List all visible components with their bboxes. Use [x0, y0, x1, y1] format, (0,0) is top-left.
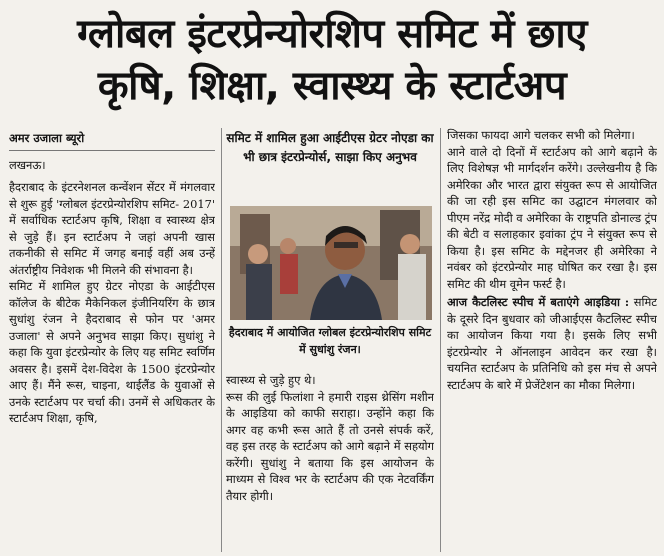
headline-line-1: ग्लोबल इंटरप्रेन्योरशिप समिट में छाए	[77, 11, 587, 57]
paragraph: समिट के दूसरे दिन बुधवार को जीआईएस कैटलिस्ट स्पीच का आयोजन किया गया है। इसके लिए सभी इंटरप्रेन्योर ने ऑनलाइन आवेदन कर रखा है। चयनित स्टार्टअप के प्रतिनिधि को इस मंच से अपने स्टार्टअप के बारे में प्रेजेंटेशन का मौका मिलेगा।	[447, 295, 657, 392]
byline: अमर उजाला ब्यूरो	[9, 131, 85, 145]
paragraph: समिट में शामिल हुए ग्रेटर नोएडा के आईटीएस कॉलेज के बीटेक मैकेनिकल इंजीनियरिंग के छात्र सुधांशु रंजन ने हैदराबाद से फोन पर 'अमर उजाला' से अपने अनुभव साझा किए। सुधांशु ने कहा कि युवा इंटरप्रेन्योर के लिए यह समिट स्वर्णिम अवसर है। इसमें देश-विदेश के 1500 इंटरप्रेन्योर आए हैं। मैंने रूस, चाइना, थाईलैंड के युवाओं से उनके स्टार्टअप पर चर्चा की। उनमें से अधिकतर के स्टार्टअप शिक्षा, कृषि,	[9, 279, 215, 425]
headline	[0, 8, 664, 112]
byline-rule	[9, 150, 215, 151]
column-divider	[440, 128, 441, 552]
photo-caption: हैदराबाद में आयोजित ग्लोबल इंटरप्रेन्योरशिप समिट में सुधांशु रंजन।	[228, 326, 432, 356]
paragraph: जिसका फायदा आगे चलकर सभी को मिलेगा।	[447, 128, 635, 142]
article-column-3	[447, 127, 657, 553]
paragraph: रूस की लुई फिलांशा ने हमारी राइस थ्रेसिंग मशीन के आइडिया को काफी सराहा। उन्होंने कहा कि अगर वह कभी रूस आते हैं तो उनसे संपर्क करें, वह इस तरह के स्टार्टअप को आगे बढ़ाने में सहयोग करेंगी। सुधांशु ने बताया कि इस आयोजन के माध्यम से विश्व भर के स्टार्टअप की एक नेटवर्किंग तैयार होगी।	[226, 389, 434, 503]
article-column-2	[226, 372, 434, 552]
paragraph: स्वास्थ्य से जुड़े हुए थे।	[226, 373, 316, 387]
headline-line-2: कृषि, शिक्षा, स्वास्थ्य के स्टार्टअप	[97, 63, 567, 109]
paragraph: आने वाले दो दिनों में स्टार्टअप को आगे बढ़ाने के लिए विशेषज्ञ भी मार्गदर्शन करेंगे। उल्लेखनीय है कि अमेरिका और भारत द्वारा संयुक्त रूप से आयोजित की जा रही इस समिट का उद्घाटन मंगलवार को पीएम नरेंद्र मोदी व अमेरिका के राष्ट्रपति डोनाल्ड ट्रंप की बेटी व सलाहकार इवांका ट्रंप ने संयुक्त रूप से किया है। इस समिट के मद्देनजर ही अमेरिका ने नवंबर को इंटरप्रेन्योर माह घोषित कर रखा है। इस समिट की थीम वूमेन फर्स्ट है।	[447, 144, 657, 291]
column-divider	[221, 128, 222, 552]
article-column-1	[9, 130, 215, 554]
paragraph: हैदराबाद के इंटरनेशनल कन्वेंशन सेंटर में मंगलवार से शुरू हुई 'ग्लोबल इंटरप्रेन्योरशिप समिट- 2017' में सर्वाधिक स्टार्टअप कृषि, शिक्षा व स्वास्थ्य क्षेत्र से जुड़े हैं। इन स्टार्टअप ने जहां अपनी खास तकनीकी से समिट में जगह बनाई वहीं अब उन्हें अंतर्राष्ट्रीय निवेशक भी मिलने की संभावना है।	[9, 180, 215, 277]
pull-quote: समिट में शामिल हुआ आईटीएस ग्रेटर नोएडा का भी छात्र इंटरप्रेन्योर्स, साझा किए अनुभव	[226, 131, 434, 164]
dateline: लखनऊ।	[9, 157, 46, 172]
news-photo	[230, 206, 432, 320]
subheading: आज कैटलिस्ट स्पीच में बताएंगे आइडिया :	[447, 295, 630, 309]
